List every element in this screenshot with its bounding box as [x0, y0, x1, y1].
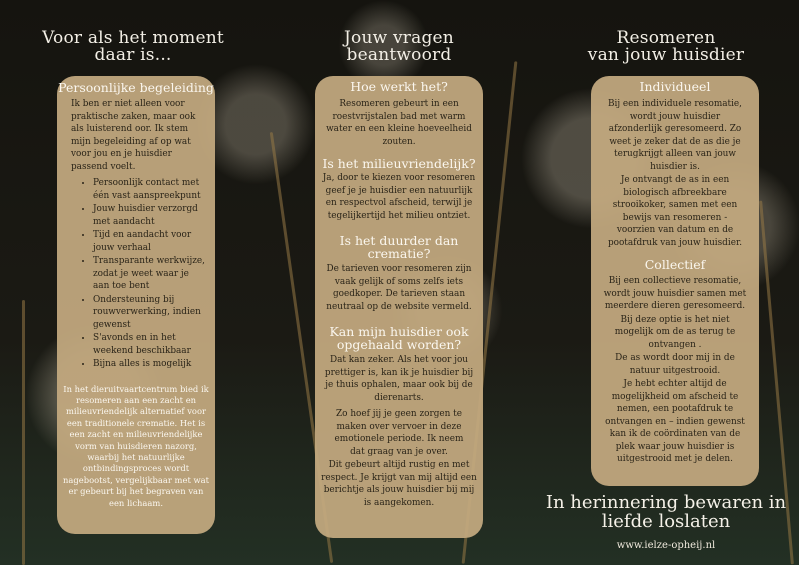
left-panel-title: Voor als het moment daar is... — [42, 28, 224, 65]
option-text: Je hebt echter altijd de mogelijkheid om afscheid te nemen, een pootafdruk te ontvangen en – indien gewenst kan ik de coördinaten van de plek waar jouw huisdier is uitgestrooid met je delen. — [605, 379, 745, 464]
option-heading: Collectief — [644, 257, 706, 272]
list-item: • Jouw huisdier verzorgd met aandacht — [93, 203, 207, 228]
faq-answer: De tarieven voor resomeren zijn vaak gelijk of soms zelfs iets goedkoper. De tarieven staan neutraal op de website vermeld. — [326, 264, 472, 312]
list-item: • S'avonds en in het weekend beschikbaar — [93, 332, 207, 357]
personal-guidance-card — [57, 76, 215, 534]
list-item: • Ondersteuning bij rouwverwerking, indien gewenst — [93, 294, 207, 332]
option-text: De as wordt door mij in de natuur uitgestrooid. — [615, 353, 735, 376]
option-text: Bij deze optie is het niet mogelijk om de as terug te ontvangen . — [614, 314, 736, 350]
option-text: Je ontvangt de as in een biologisch afbreekbare strooikoker, samen met een bewijs van resomeren -voorzien van datum en de pootafdruk van jouw huisdier. — [607, 175, 743, 248]
faq-answer: Ja, door te kiezen voor resomeren geef je je huisdier een natuurlijk en respectvol afscheid, terwijl je tegelijkertijd het milieu ontziet. — [322, 173, 476, 221]
faq-answer: Dit gebeurt altijd rustig en met respect. Je krijgt van mij altijd een berichtje als jouw huisdier bij mij is aangekomen. — [321, 460, 477, 508]
left-panel — [0, 0, 266, 565]
middle-panel — [266, 0, 532, 565]
faq-answer: Zo hoef jij je geen zorgen te maken over vervoer in deze emotionele periode. Ik neem dat graag van je over. — [334, 409, 464, 457]
list-item: • Bijna alles is mogelijk — [93, 358, 207, 371]
faq-card — [315, 76, 483, 538]
website-link[interactable]: www.ielze-opheij.nl — [616, 540, 716, 551]
list-item: • Transparante werkwijze, zodat je weet waar je aan toe bent — [93, 255, 207, 293]
closing-text: In het dieruitvaartcentrum bied ik resomeren aan een zacht en milieuvriendelijk alternatief voor een traditionele crematie. Het is een zacht en milieuvriendelijke vorm van huisdieren nazorg, waarbij het natuurlijke ontbindingsproces wordt nagebootst, vergelijkbaar met wat er gebeurt bij het begraven van een lichaam. — [63, 383, 210, 508]
right-panel — [533, 0, 799, 565]
list-item: • Persoonlijk contact met één vast aanspreekpunt — [93, 177, 207, 202]
option-text: Bij een individuele resomatie, wordt jouw huisdier afzonderlijk geresomeerd. Zo weet je zeker dat de as die je terugkrijgt alleen van jouw huisdier is. — [607, 99, 743, 172]
option-heading: Individueel — [639, 79, 711, 94]
option-text: Bij een collectieve resomatie, wordt jouw huisdier samen met meerdere dieren geresomeerd. — [603, 276, 747, 311]
faq-question: Hoe werkt het? — [350, 79, 448, 94]
faq-answer: Resomeren gebeurt in een roestvrijstalen bad met warm water en een kleine hoeveelheid zouten. — [326, 99, 472, 147]
list-item: • Tijd en aandacht voor jouw verhaal — [93, 229, 207, 254]
faq-answer: Dat kan zeker. Als het voor jou prettiger is, kan ik je huisdier bij je thuis ophalen, maar ook bij de dierenarts. — [324, 355, 474, 403]
faq-question: Is het milieuvriendelijk? — [322, 156, 476, 171]
faq-question: Kan mijn huisdier ook opgehaald worden? — [329, 324, 469, 352]
middle-panel-title: Jouw vragen beantwoord — [344, 28, 454, 65]
right-panel-title: Resomeren van jouw huisdier — [587, 28, 745, 65]
tagline: In herinnering bewaren in liefde loslaten — [545, 492, 787, 532]
card-heading: Persoonlijke begeleiding — [58, 80, 214, 95]
benefits-list — [57, 177, 215, 371]
intro-text: Ik ben er niet alleen voor praktische zaken, maar ook als luisterend oor. Ik stem mijn begeleiding af op wat voor jou en je huisdier passend voelt. — [71, 99, 196, 172]
resomation-options-card — [591, 76, 759, 486]
faq-question: Is het duurder dan crematie? — [339, 233, 459, 261]
